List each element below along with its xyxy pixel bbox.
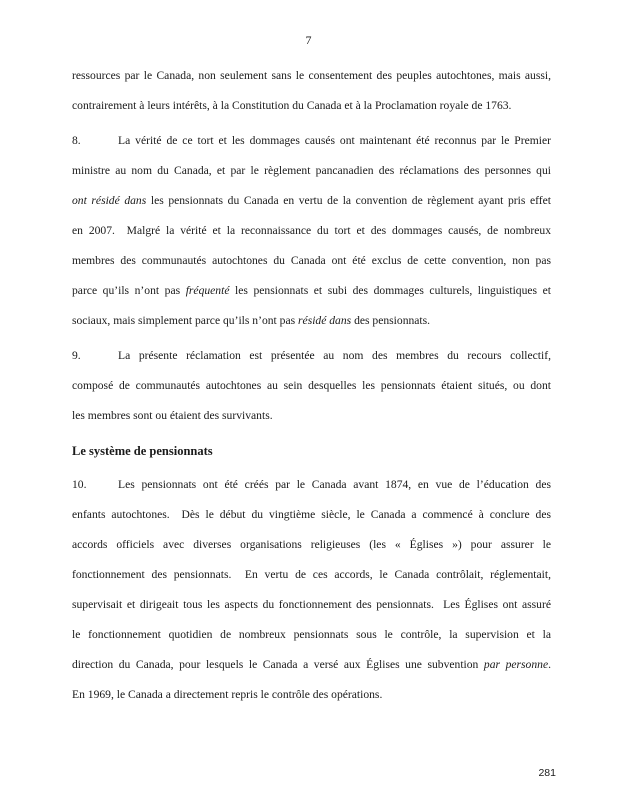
paragraph-8: [72, 126, 551, 336]
text-line: [72, 186, 551, 216]
text-line: [72, 401, 551, 431]
text-line: [72, 560, 551, 590]
text-run: .: [548, 658, 551, 671]
text-line: [72, 156, 551, 186]
text-line: [72, 306, 551, 336]
text-run: en 2007. Malgré la vérité et la reconnaissance du tort et des dommages causés, de nombreux: [72, 224, 551, 237]
text-run: les pensionnats du Canada en vertu de la convention de règlement ayant pris effet: [146, 194, 551, 207]
text-run: les membres sont ou étaient des survivants.: [72, 409, 273, 422]
text-line: [72, 530, 551, 560]
text-line: [72, 590, 551, 620]
text-run: le fonctionnement quotidien de nombreux pensionnats sous le contrôle, la supervision et la: [72, 628, 551, 641]
paragraph-number: 10.: [72, 478, 87, 491]
paragraph-number: 8.: [72, 134, 81, 147]
italic-text-run: ont résidé dans: [72, 194, 147, 207]
paragraph-9: [72, 341, 551, 431]
page-number-footer: 281: [538, 767, 556, 779]
italic-text-run: résidé dans: [298, 314, 352, 327]
text-run: accords officiels avec diverses organisations religieuses (les « Églises ») pour assurer le: [72, 538, 551, 551]
text-line: [72, 246, 551, 276]
text-line: [72, 341, 551, 371]
text-line: [72, 650, 551, 680]
paragraph-10: [72, 470, 551, 710]
text-run: membres des communautés autochtones du Canada ont été exclus de cette convention, non pas: [72, 254, 551, 267]
text-run: La présente réclamation est présentée au nom des membres du recours collectif,: [118, 349, 551, 362]
page-number-header: 7: [305, 33, 312, 47]
text-run: des pensionnats.: [351, 314, 431, 327]
text-line: [72, 216, 551, 246]
text-line: [72, 276, 551, 306]
paragraph-number: 9.: [72, 349, 81, 362]
text-line: [72, 620, 551, 650]
text-run: Les pensionnats ont été créés par le Canada avant 1874, en vue de l’éducation des: [118, 478, 551, 491]
text-run: direction du Canada, pour lesquels le Canada a versé aux Églises une subvention: [72, 658, 484, 671]
text-line: [72, 680, 551, 710]
text-run: La vérité de ce tort et les dommages causés ont maintenant été reconnus par le Premier: [118, 134, 551, 147]
text-run: composé de communautés autochtones au sein desquelles les pensionnats étaient situés, ou dont: [72, 379, 551, 392]
text-run: ressources par le Canada, non seulement sans le consentement des peuples autochtones, mais aussi,: [72, 69, 551, 82]
text-run: parce qu’ils n’ont pas: [72, 284, 186, 297]
document-body: [72, 61, 551, 715]
text-run: les pensionnats et subi des dommages culturels, linguistiques et: [229, 284, 551, 297]
text-run: sociaux, mais simplement parce qu’ils n’ont pas: [72, 314, 299, 327]
text-line: [72, 61, 551, 91]
text-run: En 1969, le Canada a directement repris le contrôle des opérations.: [72, 688, 383, 701]
text-run: ministre au nom du Canada, et par le règlement pancanadien des réclamations des personnes qui: [72, 164, 551, 177]
text-line: [72, 500, 551, 530]
paragraph-7-continuation: [72, 61, 551, 121]
text-run: contrairement à leurs intérêts, à la Constitution du Canada et à la Proclamation royale de 1763.: [72, 99, 512, 112]
text-line: [72, 91, 551, 121]
section-heading: Le système de pensionnats: [72, 444, 213, 458]
text-line: [72, 371, 551, 401]
text-run: fonctionnement des pensionnats. En vertu de ces accords, le Canada contrôlait, réglementait,: [72, 568, 551, 581]
text-run: supervisait et dirigeait tous les aspects du fonctionnement des pensionnats. Les Églises ont assuré: [72, 598, 551, 611]
text-line: [72, 126, 551, 156]
italic-text-run: fréquenté: [185, 284, 230, 297]
text-line: [72, 470, 551, 500]
text-run: enfants autochtones. Dès le début du vingtième siècle, le Canada a commencé à conclure des: [72, 508, 551, 521]
italic-text-run: par personne: [483, 658, 549, 671]
